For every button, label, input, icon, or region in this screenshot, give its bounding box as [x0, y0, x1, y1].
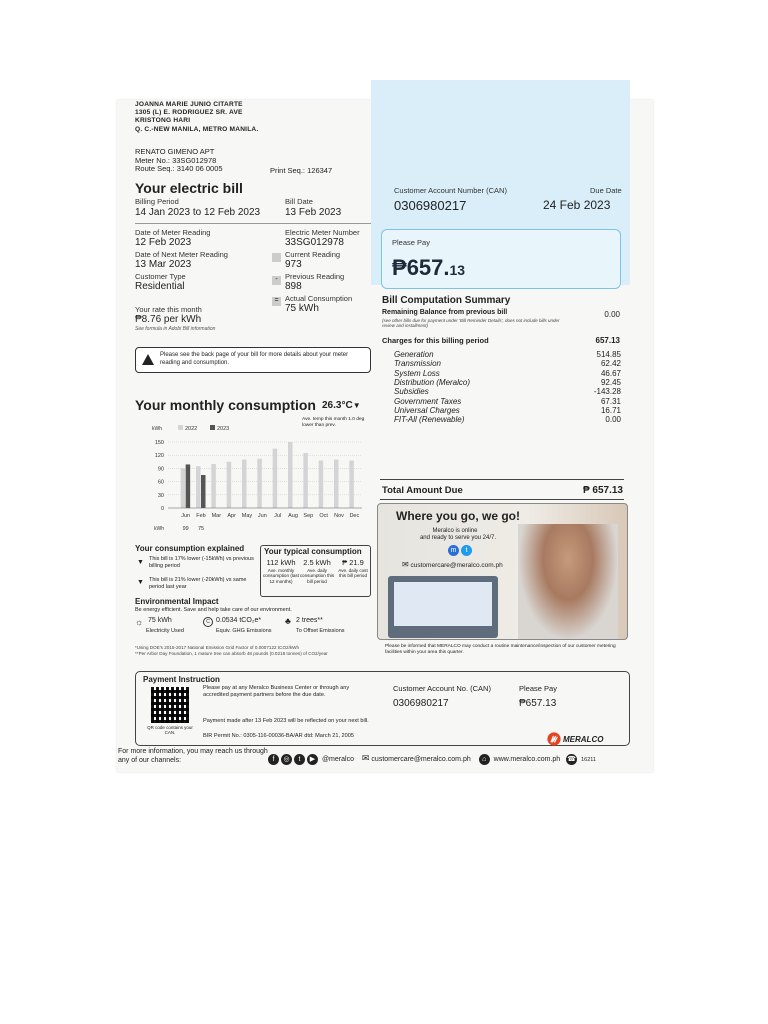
remaining-value: 0.00: [604, 310, 620, 319]
promo-notice: Please be informed that MERALCO may conduct a routine maintenance/inspection of our customer metering facilities within your area this quarter.: [385, 644, 616, 655]
total-divider-bottom: [380, 499, 624, 500]
kwh-row-label: kWh: [154, 526, 164, 532]
x-tick-label: Jun: [181, 513, 191, 519]
down-arrow-icon-2: ▼: [137, 579, 144, 586]
charge-value: 0.00: [605, 415, 621, 425]
bar-2022: [211, 464, 216, 508]
apartment: RENATO GIMENO APT: [135, 147, 215, 156]
temperature: [322, 400, 361, 411]
computation-title: Bill Computation Summary: [382, 295, 511, 306]
bar-2022: [303, 453, 308, 508]
typical-label-3: Ave. daily cost this bill period: [338, 568, 368, 579]
rate-note: See formula in Adobi Bill information: [135, 326, 216, 332]
bulb-icon: ☼: [135, 617, 144, 627]
notice-text: Please see the back page of your bill for more details about your meter reading and consumption.: [160, 352, 349, 366]
x-tick-label: Aug: [288, 513, 298, 519]
chart-title: Your monthly consumption: [135, 397, 316, 413]
charge-label: Universal Charges: [394, 405, 460, 415]
x-tick-label: Mar: [211, 513, 222, 519]
amount-cents: 13: [449, 262, 466, 278]
charge-label: Subsidies: [394, 387, 429, 397]
charges-value: 657.13: [595, 336, 620, 345]
legend-label: 2022: [185, 426, 198, 432]
explained-title: Your consumption explained: [135, 544, 245, 553]
instagram-icon[interactable]: ◎: [281, 754, 292, 765]
meralco-logo-icon-small: [547, 732, 561, 746]
typical-value-3: ₱ 21.9: [342, 558, 364, 567]
laptop-image: [388, 576, 498, 638]
bill-date-label: Bill Date: [285, 197, 313, 206]
promo-panel: [377, 503, 628, 640]
env-footnote-2: **Per Arbor Day Foundation, 1 mature tree can absorb 48 pounds (0.0218 tonnes) of CO2/year: [135, 650, 328, 656]
typical-label-1: Ave. monthly consumption (last 12 months): [263, 568, 300, 584]
x-tick-label: Sep: [303, 513, 314, 519]
meter-number-label: Electric Meter Number: [285, 228, 360, 237]
x-tick-label: Nov: [334, 513, 344, 519]
x-tick-label: Dec: [349, 513, 360, 519]
previous-reading-label: Previous Reading: [285, 272, 345, 281]
bar-2022: [288, 442, 293, 508]
current-reading: 973: [285, 259, 302, 270]
environment-subtitle: Be energy efficient. Save and help take care of our environment.: [135, 607, 292, 613]
charge-value: 16.71: [600, 405, 621, 415]
messenger-icon: m: [448, 545, 459, 556]
bar-2022: [273, 449, 278, 508]
typical-label-2: Ave. daily consumption this bill period: [299, 568, 335, 584]
actual-consumption: 75 kWh: [285, 303, 319, 314]
env-value-2: 0.0534 tCO₂e*: [216, 617, 262, 624]
please-pay-label: Please Pay: [392, 238, 430, 247]
billing-period: 14 Jan 2023 to 12 Feb 2023: [135, 207, 261, 218]
current-reading-label: Current Reading: [285, 250, 341, 259]
x-tick-label: Apr: [227, 513, 236, 519]
explained-line-2: This bill is 21% lower (-20kWh) vs same period last year: [149, 577, 247, 590]
typical-value-2: 2.5 kWh: [303, 558, 331, 567]
facebook-icon[interactable]: f: [268, 754, 279, 765]
footer-channels: [268, 753, 596, 765]
amount-due: [392, 255, 465, 281]
payment-can-label: Customer Account No. (CAN): [393, 684, 491, 693]
payment-title: Payment Instruction: [143, 675, 220, 684]
env-label-3: To Offset Emissions: [296, 628, 345, 634]
next-meter-reading: 13 Mar 2023: [135, 259, 192, 270]
charge-label: Transmission: [394, 359, 441, 369]
charge-value: 46.67: [600, 368, 621, 378]
x-tick-label: May: [241, 513, 253, 519]
charge-label: Generation: [394, 350, 434, 359]
explained-line-1: This bill is 17% lower (-15kWh) vs previous billing period: [149, 556, 254, 569]
actual-consumption-label: Actual Consumption: [285, 294, 353, 303]
promo-line-1: Meralco is online: [432, 528, 478, 534]
x-tick-label: Jul: [274, 513, 282, 519]
footer-handle[interactable]: @meralco: [321, 756, 354, 763]
x-tick-label: Jun: [257, 513, 267, 519]
env-label-1: Electricity Used: [146, 628, 184, 634]
legend-swatch: [178, 425, 183, 430]
twitter-icon: t: [461, 545, 472, 556]
email-icon-footer: ✉: [361, 753, 370, 763]
environment-title: Environmental Impact: [135, 597, 219, 606]
payment-pay-label: Please Pay: [519, 684, 557, 693]
temperature-value: 26.3°C: [322, 400, 353, 411]
payment-text-1: Please pay at any Meralco Business Center or through any accredited payment partners before the due date.: [203, 685, 350, 698]
qr-code-icon: [151, 687, 189, 723]
bar-2022: [196, 466, 201, 508]
current-reading-icon: [272, 253, 281, 262]
promo-email: [402, 560, 503, 569]
kwh-row-value: 99: [182, 526, 189, 532]
footer-web[interactable]: www.meralco.com.ph: [493, 756, 561, 763]
total-divider-top: [380, 479, 624, 480]
route-seq: Route Seq.: 3140 06 0005: [135, 164, 223, 173]
phone-icon: ☎: [567, 755, 576, 763]
promo-email-text: customercare@meralco.com.ph: [410, 562, 503, 569]
env-label-2: Equiv. GHG Emissions: [216, 628, 272, 634]
twitter-icon-footer[interactable]: t: [294, 754, 305, 765]
bill-title: Your electric bill: [135, 180, 243, 196]
temp-note: Ave. temp this month 1.0 deg lower than prev.: [302, 417, 365, 428]
charge-value: 62.42: [600, 359, 621, 369]
divider: [135, 223, 371, 224]
charge-label: Government Taxes: [394, 396, 462, 406]
y-tick-label: 120: [154, 453, 164, 460]
rate-label: Your rate this month: [135, 305, 202, 314]
charge-label: Distribution (Meralco): [394, 377, 471, 387]
laptop-screen: [394, 582, 492, 626]
address-line-2: KRISTONG HARI: [135, 117, 191, 125]
charge-value: 92.45: [600, 377, 621, 387]
can-label: Customer Account Number (CAN): [394, 186, 507, 195]
equals-icon: =: [272, 297, 281, 306]
remaining-label: Remaining Balance from previous bill: [382, 309, 508, 316]
globe-icon: ⌂: [479, 754, 490, 765]
next-meter-reading-label: Date of Next Meter Reading: [135, 250, 228, 259]
email-icon: ✉: [402, 560, 409, 569]
charges-label: Charges for this billing period: [382, 336, 489, 345]
meter-info: [135, 148, 223, 174]
due-date: 24 Feb 2023: [543, 198, 611, 212]
can-value: 0306980217: [394, 198, 467, 213]
brand-name-small: MERALCO: [563, 735, 604, 744]
bill-date: 13 Feb 2023: [285, 207, 342, 218]
env-value-1: 75 kWh: [148, 617, 172, 624]
bar-2022: [257, 459, 262, 508]
footer-code: 16211: [581, 757, 596, 763]
typical-value-1: 112 kWh: [266, 558, 296, 567]
charge-label: System Loss: [394, 368, 440, 378]
person-photo: [518, 524, 618, 640]
bar-2022: [242, 460, 247, 508]
y-tick-label: 0: [160, 506, 164, 512]
promo-headline: Where you go, we go!: [396, 509, 521, 523]
charge-label: FIT-All (Renewable): [394, 415, 465, 425]
y-tick-label: 90: [157, 466, 164, 473]
legend-swatch: [210, 425, 215, 430]
social-icons: [448, 545, 474, 556]
promo-line-2: and ready to serve you 24/7.: [419, 535, 497, 541]
legend-label: 2023: [217, 426, 230, 432]
address-line-1: 1305 (L) E. RODRIGUEZ SR. AVE: [135, 109, 243, 117]
typical-title: Your typical consumption: [264, 547, 362, 556]
warning-icon: [142, 354, 154, 365]
previous-reading: 898: [285, 281, 302, 292]
bar-2022: [319, 460, 324, 508]
payment-pay-value: ₱657.13: [519, 698, 557, 709]
meter-no-line: Meter No.: 33SG012978: [135, 155, 217, 165]
y-tick-label: 30: [157, 492, 164, 499]
footer-info: For more information, you may reach us through any of our channels:: [118, 748, 268, 764]
kwh-row-value: 75: [197, 526, 205, 532]
bar-2023: [201, 475, 206, 508]
peso-sign: ₱: [392, 255, 407, 280]
x-tick-label: Feb: [196, 513, 206, 519]
env-footnotes: [135, 645, 328, 656]
minus-icon: -: [272, 276, 281, 285]
chevron-down-icon: ▼: [352, 401, 361, 410]
env-value-3: 2 trees**: [296, 617, 323, 624]
y-tick-label: 60: [157, 479, 164, 486]
youtube-icon[interactable]: ▶: [307, 754, 318, 765]
qr-note: QR code contains your CAN.: [147, 725, 193, 735]
bar-2022: [181, 468, 186, 508]
customer-type-label: Customer Type: [135, 272, 186, 281]
amount-main: 657.: [406, 255, 450, 280]
notice-box: [135, 347, 371, 373]
customer-name: JOANNA MARIE JUNIO CITARTE: [135, 101, 243, 108]
due-date-label: Due Date: [590, 186, 622, 195]
x-tick-label: Oct: [319, 513, 328, 519]
total-value: ₱ 657.13: [582, 485, 623, 496]
rate: ₱8.76 per kWh: [135, 314, 202, 325]
bar-2022: [227, 462, 232, 508]
tree-icon: ♣: [285, 616, 291, 626]
print-seq: Print Seq.: 126347: [270, 166, 333, 175]
charge-value: 67.31: [600, 396, 621, 406]
payment-can: 0306980217: [393, 698, 449, 709]
address-line-3: Q. C.-NEW MANILA, METRO MANILA.: [135, 125, 259, 133]
footer-email[interactable]: customercare@meralco.com.ph: [371, 756, 471, 763]
consumption-chart: [140, 420, 370, 538]
bar-2022: [334, 460, 339, 508]
customer-type: Residential: [135, 281, 185, 292]
charge-value: -143.28: [593, 387, 621, 397]
payment-text-2: Payment made after 13 Feb 2023 will be reflected on your next bill.: [203, 718, 369, 724]
co2-icon: C: [203, 617, 213, 627]
meter-reading-date: 12 Feb 2023: [135, 237, 192, 248]
y-tick-label: 150: [154, 440, 164, 446]
remaining-note: (see other bills due for payment under 'Bill Reminder Details', does not include bills under review and installment): [382, 318, 560, 328]
down-arrow-icon: ▼: [137, 559, 144, 566]
billing-period-label: Billing Period: [135, 197, 179, 206]
customer-address: [135, 101, 258, 134]
total-label: Total Amount Due: [382, 485, 463, 496]
bir-permit: BIR Permit No.: 0305-116-00036-BA/AR dtd: March 21, 2005: [203, 733, 355, 739]
bar-2023: [186, 464, 191, 508]
env-footnote-1: *Using DOE's 2015-2017 National Emission Grid Factor of 0.0007122 tCO2/kWh: [135, 645, 300, 650]
meter-reading-date-label: Date of Meter Reading: [135, 228, 211, 237]
typical-box: [260, 545, 371, 597]
y-axis-label: kWh: [152, 426, 162, 432]
charge-value: 514.85: [596, 350, 621, 359]
bar-2022: [349, 460, 354, 508]
meter-number: 33SG012978: [285, 237, 344, 248]
